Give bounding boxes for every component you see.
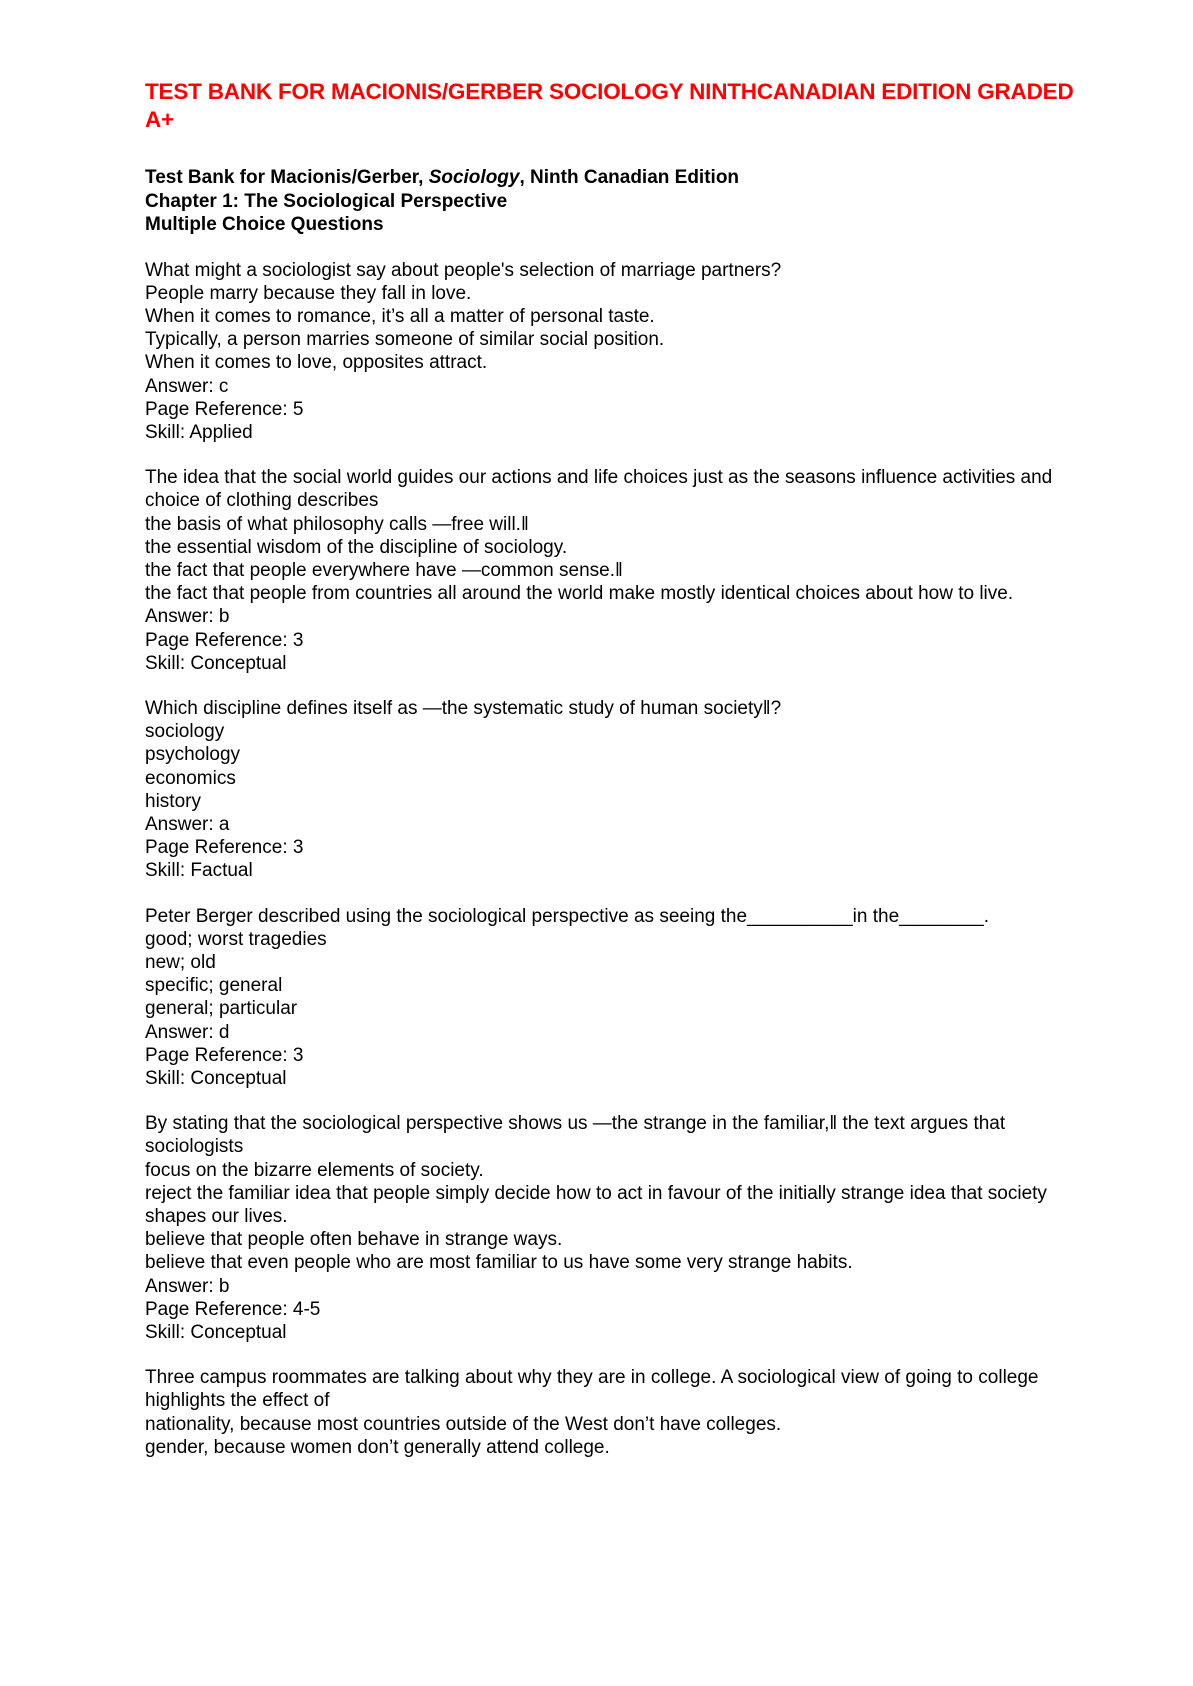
document-page	[145, 78, 1095, 1459]
skill: Skill: Applied	[145, 421, 253, 443]
page-reference: Page Reference: 3	[145, 1044, 304, 1066]
answer: Answer: b	[145, 1275, 230, 1297]
option-a: sociology	[145, 721, 225, 743]
option-d: history	[145, 790, 201, 812]
answer: Answer: a	[145, 813, 230, 835]
option-d: the fact that people from countries all around the world make mostly identical choices about how to live.	[145, 583, 1014, 605]
option-d: believe that even people who are most familiar to us have some very strange habits.	[145, 1252, 853, 1274]
option-c: Typically, a person marries someone of similar social position.	[145, 329, 665, 351]
option-d: general; particular	[145, 998, 298, 1020]
option-b: reject the familiar idea that people simply decide how to act in favour of the initially strange idea that society shapes our lives.	[145, 1182, 1047, 1228]
question-block	[145, 905, 1095, 1091]
option-a: the basis of what philosophy calls ―free will.‖	[145, 513, 529, 535]
answer: Answer: c	[145, 375, 229, 397]
question-text: Peter Berger described using the sociological perspective as seeing the__________in the________.	[145, 905, 989, 927]
option-c: believe that people often behave in strange ways.	[145, 1229, 563, 1251]
option-b: gender, because women don’t generally attend college.	[145, 1436, 610, 1458]
option-a: good; worst tragedies	[145, 928, 327, 950]
skill: Skill: Conceptual	[145, 1322, 287, 1344]
page-reference: Page Reference: 3	[145, 837, 304, 859]
skill: Skill: Factual	[145, 860, 253, 882]
option-c: specific; general	[145, 975, 283, 997]
section-title: Multiple Choice Questions	[145, 214, 384, 235]
page-reference: Page Reference: 5	[145, 398, 304, 420]
option-b: psychology	[145, 744, 241, 766]
question-block	[145, 466, 1095, 675]
answer: Answer: d	[145, 1021, 230, 1043]
question-text: By stating that the sociological perspective shows us ―the strange in the familiar,‖ the text argues that sociologists	[145, 1113, 1006, 1158]
question-block	[145, 259, 1095, 445]
option-a: nationality, because most countries outside of the West don’t have colleges.	[145, 1413, 782, 1435]
option-b: new; old	[145, 951, 216, 973]
book-line-suffix: , Ninth Canadian Edition	[519, 167, 740, 188]
question-block	[145, 697, 1095, 883]
book-line	[145, 166, 1095, 190]
question-text: Which discipline defines itself as ―the systematic study of human society‖?	[145, 697, 782, 719]
book-title-italic: Sociology	[428, 167, 520, 188]
question-block	[145, 1112, 1095, 1344]
document-title: TEST BANK FOR MACIONIS/GERBER SOCIOLOGY NINTHCANADIAN EDITION GRADED A+	[145, 79, 1074, 132]
option-a: People marry because they fall in love.	[145, 282, 472, 304]
question-text: Three campus roommates are talking about why they are in college. A sociological view of going to college highlights the effect of	[145, 1367, 1039, 1412]
option-c: the fact that people everywhere have ―common sense.‖	[145, 559, 623, 581]
page-reference: Page Reference: 3	[145, 629, 304, 651]
chapter-title: Chapter 1: The Sociological Perspective	[145, 190, 508, 212]
skill: Skill: Conceptual	[145, 652, 287, 674]
question-text: What might a sociologist say about people's selection of marriage partners?	[145, 259, 782, 281]
skill: Skill: Conceptual	[145, 1068, 287, 1089]
question-block	[145, 1366, 1095, 1459]
option-a: focus on the bizarre elements of society.	[145, 1159, 484, 1181]
option-d: When it comes to love, opposites attract.	[145, 352, 488, 374]
question-text: The idea that the social world guides our actions and life choices just as the seasons influence activities and choice of clothing describes	[145, 467, 1053, 512]
option-c: economics	[145, 767, 236, 789]
book-line-prefix: Test Bank for Macionis/Gerber,	[145, 167, 429, 188]
option-b: When it comes to romance, it’s all a matter of personal taste.	[145, 305, 655, 327]
page-reference: Page Reference: 4-5	[145, 1298, 321, 1320]
option-b: the essential wisdom of the discipline of sociology.	[145, 536, 568, 558]
chapter-header	[145, 166, 1095, 237]
answer: Answer: b	[145, 606, 230, 628]
